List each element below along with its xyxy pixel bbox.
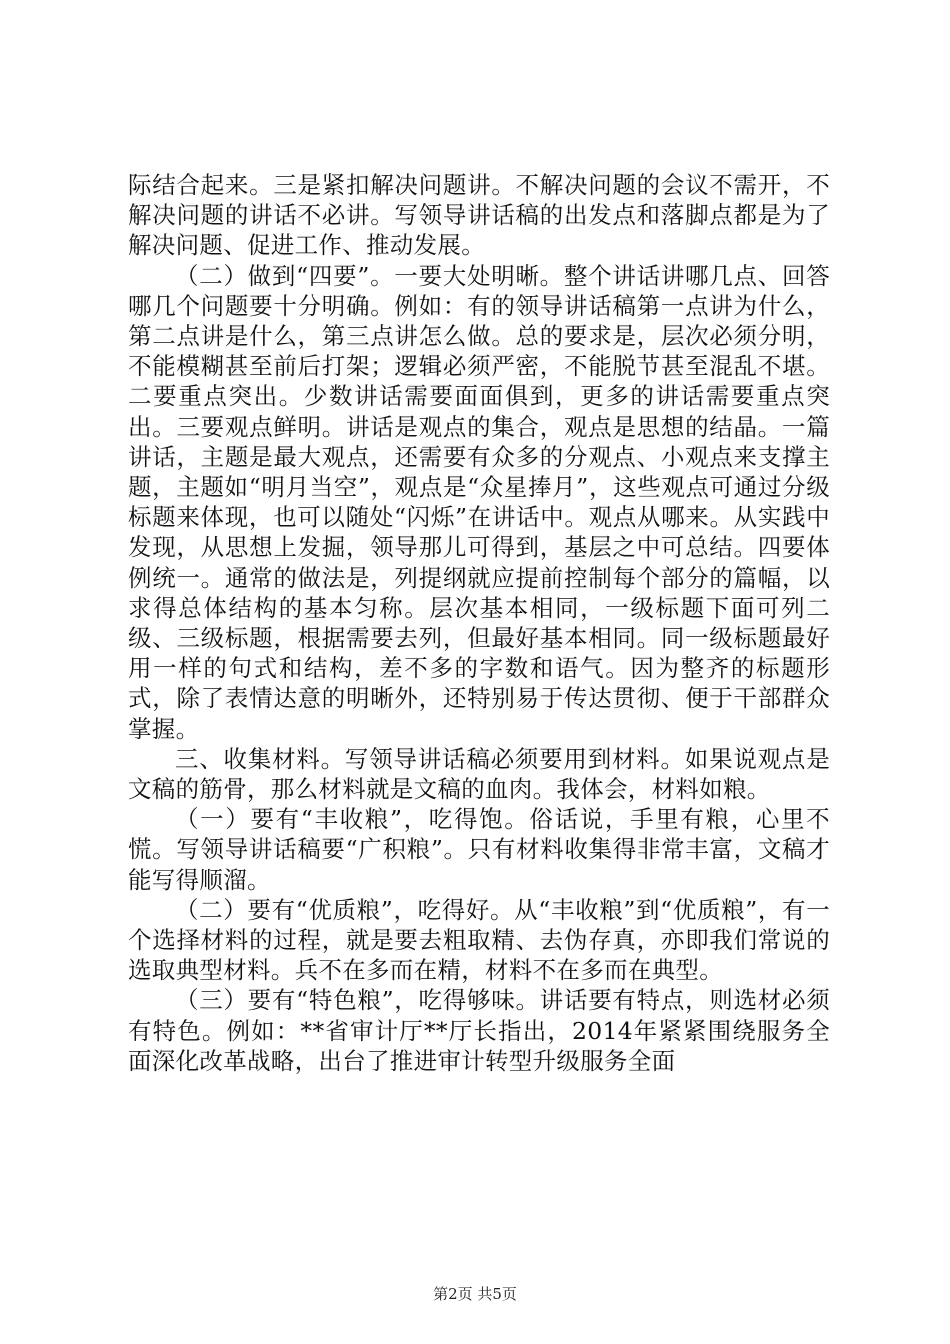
document-body (128, 170, 830, 1076)
page-footer: 第2页 共5页 (433, 1285, 517, 1303)
paragraph-collect-materials: 三、收集材料。写领导讲话稿必须要用到材料。如果说观点是文稿的筋骨，那么材料就是文稿的血肉。我体会，材料如粮。 (128, 744, 830, 804)
paragraph-quality-grain: （二）要有“优质粮”，吃得好。从“丰收粮”到“优质粮”，有一个选择材料的过程，就是要去粗取精、去伪存真，亦即我们常说的选取典型材料。兵不在多而在精，材料不在多而在典型。 (128, 895, 830, 985)
paragraph-harvest-grain: （一）要有“丰收粮”，吃得饱。俗话说，手里有粮，心里不慌。写领导讲话稿要“广积粮”。只有材料收集得非常丰富，文稿才能写得顺溜。 (128, 805, 830, 894)
paragraph-special-grain: （三）要有“特色粮”，吃得够味。讲话要有特点，则选材必须有特色。例如：**省审计厅**厅长指出，2014年紧紧围绕服务全面深化改革战略，出台了推进审计转型升级服务全面 (128, 986, 830, 1075)
paragraph-continued: 际结合起来。三是紧扣解决问题讲。不解决问题的会议不需开，不解决问题的讲话不必讲。写领导讲话稿的出发点和落脚点都是为了解决问题、促进工作、推动发展。 (128, 171, 830, 260)
paragraph-four-requirements: （二）做到“四要”。一要大处明晰。整个讲话讲哪几点、回答哪几个问题要十分明确。例如：有的领导讲话稿第一点讲为什么，第二点讲是什么，第三点讲怎么做。总的要求是，层次必须分明，不能模糊甚至前后打架；逻辑必须严密，不能脱节甚至混乱不堪。二要重点突出。少数讲话需要面面俱到，更多的讲话需要重点突出。三要观点鲜明。讲话是观点的集合，观点是思想的结晶。一篇讲话，主题是最大观点，还需要有众多的分观点、小观点来支撑主题，主题如“明月当空”，观点是“众星捧月”，这些观点可通过分级标题来体现，也可以随处“闪烁”在讲话中。观点从哪来。从实践中发现，从思想上发掘，领导那儿可得到，基层之中可总结。四要体例统一。通常的做法是，列提纲就应提前控制每个部分的篇幅，以求得总体结构的基本匀称。层次基本相同，一级标题下面可列二级、三级标题，根据需要去列，但最好基本相同。同一级标题最好用一样的句式和结构，差不多的字数和语气。因为整齐的标题形式，除了表情达意的明晰外，还特别易于传达贯彻、便于干部群众掌握。 (128, 261, 830, 743)
